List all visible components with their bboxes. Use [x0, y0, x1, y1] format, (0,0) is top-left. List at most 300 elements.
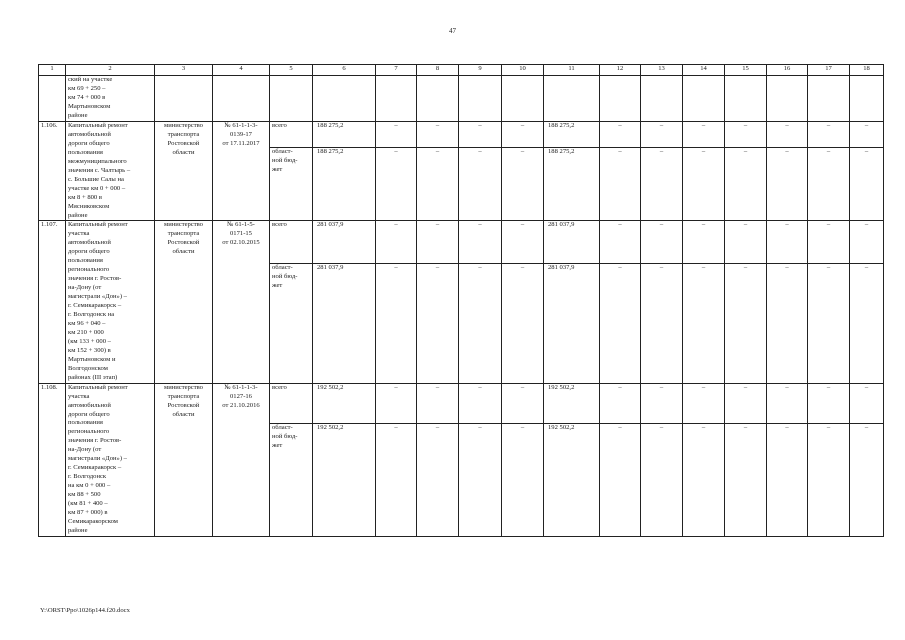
- cell-text: –: [864, 383, 869, 391]
- empty-cell: [155, 76, 213, 122]
- dash-cell: [600, 122, 641, 148]
- text-line: Семикаракорском: [68, 517, 118, 525]
- text-line: области: [172, 410, 195, 418]
- cell-text: –: [785, 122, 789, 129]
- dash-cell: [600, 383, 641, 423]
- empty-cell: [808, 76, 850, 122]
- cell-text: –: [478, 148, 482, 156]
- dash-cell: [600, 221, 641, 264]
- dash-cell: [502, 383, 544, 423]
- text-line: № 61-1-1-3-: [224, 122, 258, 129]
- column-number-cell: [725, 65, 767, 76]
- dash-cell: [459, 122, 502, 148]
- dash-cell: [600, 148, 641, 221]
- text-line: области: [172, 148, 195, 156]
- amount-cell: [544, 264, 600, 383]
- column-number-cell: [417, 65, 459, 76]
- text-line: № 61-1-1-3-: [224, 383, 258, 391]
- row-number: [39, 383, 66, 536]
- program-table: [38, 64, 884, 537]
- column-number-cell: [544, 65, 600, 76]
- object-description: [66, 221, 155, 383]
- text-line: Мартыновском и: [68, 355, 116, 363]
- cell-text: –: [520, 423, 525, 431]
- dash-cell: [376, 423, 417, 536]
- text-line: пользования: [68, 419, 103, 427]
- column-number-row: [39, 65, 884, 76]
- dash-cell: [683, 221, 725, 264]
- cell-text: –: [743, 122, 748, 129]
- empty-cell: [600, 76, 641, 122]
- cell-text: –: [864, 264, 869, 272]
- text-line: Ростовской: [167, 239, 200, 247]
- cell-text: –: [826, 122, 831, 129]
- dash-cell: [641, 264, 683, 383]
- responsible-organization: [155, 122, 213, 221]
- empty-cell: [767, 76, 808, 122]
- dash-cell: [808, 423, 850, 536]
- cell-text: –: [520, 221, 525, 229]
- cell-text: –: [864, 122, 869, 129]
- text-line: магистрали «Дон») –: [68, 455, 127, 463]
- cell-text: –: [864, 148, 869, 156]
- responsible-organization: [155, 383, 213, 536]
- dash-cell: [376, 221, 417, 264]
- cell-text: –: [826, 148, 831, 156]
- cell-text: –: [618, 148, 622, 156]
- text-line: (км 81 + 400 –: [68, 500, 108, 508]
- cell-text: 281 037,9: [317, 264, 344, 272]
- dash-cell: [502, 122, 544, 148]
- cell-text: –: [659, 122, 664, 129]
- cell-text: 16: [783, 65, 791, 72]
- text-line: всего: [272, 221, 287, 229]
- cell-text: 12: [616, 65, 624, 72]
- dash-cell: [767, 383, 808, 423]
- file-path-footer: Y:\ORST\Ppo\1026p144.f20.docx: [40, 607, 130, 614]
- row-number: [39, 122, 66, 221]
- cell-text: –: [785, 264, 789, 272]
- dash-cell: [417, 383, 459, 423]
- amount-cell: [544, 423, 600, 536]
- cell-text: –: [785, 383, 789, 391]
- text-line: участка: [68, 230, 90, 238]
- cell-text: –: [826, 383, 831, 391]
- cell-text: –: [435, 264, 440, 272]
- cell-text: –: [659, 221, 664, 229]
- cell-text: –: [743, 221, 748, 229]
- dash-cell: [767, 148, 808, 221]
- cell-text: 3: [181, 65, 186, 72]
- cell-text: –: [394, 383, 398, 391]
- cell-text: –: [478, 423, 482, 431]
- text-line: км 74 + 000 в: [68, 93, 106, 101]
- amount-cell: [313, 148, 376, 221]
- cell-text: 7: [394, 65, 398, 72]
- cell-text: –: [394, 221, 398, 229]
- text-line: г. Семикаракорск –: [68, 464, 122, 472]
- empty-cell: [417, 76, 459, 122]
- amount-cell: [313, 221, 376, 264]
- text-line: Мартыновском: [68, 102, 111, 110]
- cell-text: –: [864, 423, 869, 431]
- cell-text: 2: [108, 65, 112, 72]
- text-line: км 8 + 800 в: [68, 193, 102, 201]
- column-number-cell: [155, 65, 213, 76]
- column-number-cell: [641, 65, 683, 76]
- amount-cell: [544, 148, 600, 221]
- cell-text: –: [785, 221, 789, 229]
- dash-cell: [850, 148, 884, 221]
- text-line: пользования: [68, 257, 103, 265]
- cell-text: 5: [289, 65, 293, 72]
- dash-cell: [767, 122, 808, 148]
- dash-cell: [459, 148, 502, 221]
- cell-text: –: [701, 264, 706, 272]
- text-line: автомобильной: [68, 401, 111, 409]
- dash-cell: [808, 221, 850, 264]
- cell-text: –: [478, 221, 482, 229]
- dash-cell: [502, 264, 544, 383]
- cell-text: –: [826, 264, 831, 272]
- text-line: област-: [272, 148, 293, 156]
- text-line: ной бюд-: [272, 273, 298, 281]
- dash-cell: [850, 122, 884, 148]
- column-number-cell: [459, 65, 502, 76]
- column-number-cell: [313, 65, 376, 76]
- text-line: жет: [272, 166, 283, 174]
- amount-cell: [313, 383, 376, 423]
- funding-source: [270, 383, 313, 423]
- dash-cell: [502, 148, 544, 221]
- cell-text: 18: [863, 65, 870, 72]
- cell-text: 188 275,2: [548, 122, 575, 129]
- column-number-cell: [213, 65, 270, 76]
- cell-text: 15: [742, 65, 749, 72]
- text-line: регионального: [68, 266, 110, 274]
- text-line: с. Большие Салы на: [68, 175, 124, 183]
- cell-text: –: [520, 264, 525, 272]
- empty-cell: [502, 76, 544, 122]
- text-line: участка: [68, 392, 90, 400]
- text-line: участке км 0 + 000 –: [68, 184, 126, 192]
- text-line: 0171-15: [230, 230, 252, 238]
- cell-text: 13: [658, 65, 665, 72]
- cell-text: 192 502,2: [317, 383, 344, 391]
- document-reference: [213, 383, 270, 536]
- text-line: км 69 + 250 –: [68, 84, 106, 92]
- dash-cell: [502, 423, 544, 536]
- dash-cell: [725, 122, 767, 148]
- cell-text: –: [826, 423, 831, 431]
- cell-text: –: [478, 383, 482, 391]
- funding-source: [270, 423, 313, 536]
- cell-text: –: [478, 122, 482, 129]
- dash-cell: [417, 122, 459, 148]
- cell-text: –: [478, 264, 482, 272]
- cell-text: –: [864, 221, 869, 229]
- cell-text: –: [435, 383, 440, 391]
- dash-cell: [725, 383, 767, 423]
- cell-text: –: [701, 148, 706, 156]
- dash-cell: [767, 264, 808, 383]
- dash-cell: [641, 383, 683, 423]
- dash-cell: [417, 264, 459, 383]
- text-line: министерство: [164, 383, 203, 391]
- text-line: км 87 + 000) в: [68, 508, 108, 516]
- dash-cell: [767, 221, 808, 264]
- text-line: 0127-16: [230, 392, 252, 400]
- page-number: 47: [449, 27, 456, 35]
- text-line: дороги общего: [68, 139, 110, 147]
- empty-cell: [641, 76, 683, 122]
- text-line: дороги общего: [68, 248, 110, 256]
- cell-text: –: [394, 122, 398, 129]
- row-number: [39, 221, 66, 383]
- text-line: 0139-17: [230, 130, 252, 138]
- dash-cell: [808, 148, 850, 221]
- cell-text: –: [785, 423, 789, 431]
- dash-cell: [459, 423, 502, 536]
- text-line: жет: [272, 282, 283, 290]
- text-line: районе: [68, 211, 88, 219]
- cell-text: –: [435, 221, 440, 229]
- cell-text: 188 275,2: [548, 148, 575, 156]
- cell-text: –: [394, 423, 398, 431]
- text-line: на-Дону (от: [68, 284, 102, 292]
- dash-cell: [600, 264, 641, 383]
- dash-cell: [459, 264, 502, 383]
- object-description: [66, 383, 155, 536]
- empty-cell: [725, 76, 767, 122]
- cell-text: –: [659, 423, 664, 431]
- object-description: [66, 76, 155, 122]
- text-line: Капитальный ремонт: [68, 221, 128, 229]
- dash-cell: [850, 383, 884, 423]
- dash-cell: [459, 221, 502, 264]
- dash-cell: [376, 122, 417, 148]
- column-number-cell: [376, 65, 417, 76]
- amount-cell: [313, 423, 376, 536]
- cell-text: 192 502,2: [317, 423, 344, 431]
- text-line: г. Волгодонск: [68, 473, 107, 481]
- text-line: № 61-1-5-: [227, 221, 255, 229]
- dash-cell: [600, 423, 641, 536]
- text-line: пользования: [68, 148, 103, 156]
- empty-cell: [544, 76, 600, 122]
- table-row: [39, 122, 884, 148]
- text-line: значения с. Чалтырь –: [68, 166, 131, 174]
- dash-cell: [683, 423, 725, 536]
- text-line: районе: [68, 526, 88, 534]
- cell-text: 192 502,2: [548, 423, 575, 431]
- column-number-cell: [502, 65, 544, 76]
- cell-text: –: [743, 423, 748, 431]
- dash-cell: [502, 221, 544, 264]
- dash-cell: [683, 264, 725, 383]
- cell-text: –: [659, 148, 664, 156]
- text-line: ной бюд-: [272, 432, 298, 440]
- cell-text: –: [659, 264, 664, 272]
- text-line: значения г. Ростов-: [68, 437, 122, 445]
- cell-text: –: [743, 383, 748, 391]
- text-line: магистрали «Дон») –: [68, 293, 127, 301]
- cell-text: –: [785, 148, 789, 156]
- text-line: районах (III этап): [68, 373, 118, 381]
- text-line: км 152 + 300) в: [68, 346, 111, 354]
- cell-text: –: [701, 221, 706, 229]
- cell-text: 281 037,9: [317, 221, 344, 229]
- cell-text: 4: [239, 65, 243, 72]
- cell-text: –: [659, 383, 664, 391]
- cell-text: 11: [568, 65, 575, 72]
- text-line: км 88 + 500: [68, 491, 101, 499]
- text-line: межмуниципального: [68, 157, 127, 165]
- text-line: от 17.11.2017: [222, 139, 260, 147]
- text-line: транспорта: [167, 230, 200, 238]
- dash-cell: [641, 221, 683, 264]
- cell-text: 17: [825, 65, 832, 72]
- cell-text: –: [394, 148, 398, 156]
- text-line: министерство: [164, 122, 203, 129]
- text-line: от 21.10.2016: [222, 401, 260, 409]
- text-line: ский на участке: [68, 76, 113, 83]
- dash-cell: [725, 148, 767, 221]
- dash-cell: [850, 423, 884, 536]
- dash-cell: [850, 221, 884, 264]
- text-line: регионального: [68, 428, 110, 436]
- amount-cell: [544, 122, 600, 148]
- cell-text: 1.108.: [41, 383, 58, 391]
- text-line: Капитальный ремонт: [68, 383, 128, 391]
- cell-text: –: [618, 122, 622, 129]
- cell-text: –: [435, 122, 440, 129]
- empty-cell: [683, 76, 725, 122]
- empty-cell: [459, 76, 502, 122]
- table-row: [39, 383, 884, 423]
- cell-text: 188 275,2: [317, 122, 344, 129]
- column-number-cell: [270, 65, 313, 76]
- cell-text: 188 275,2: [317, 148, 344, 156]
- text-line: районе: [68, 111, 88, 119]
- column-number-cell: [683, 65, 725, 76]
- responsible-organization: [155, 221, 213, 383]
- text-line: на км 0 + 000 –: [68, 482, 111, 490]
- cell-text: –: [394, 264, 398, 272]
- text-line: км 96 + 040 –: [68, 319, 106, 327]
- dash-cell: [459, 383, 502, 423]
- text-line: автомобильной: [68, 239, 111, 247]
- document-reference: [213, 221, 270, 383]
- cell-text: 1.106.: [41, 122, 58, 129]
- text-line: област-: [272, 423, 293, 431]
- cell-text: –: [618, 221, 622, 229]
- text-line: министерство: [164, 221, 203, 229]
- funding-source: [270, 264, 313, 383]
- cell-text: –: [701, 383, 706, 391]
- cell-text: 281 037,9: [548, 221, 575, 229]
- empty-cell: [213, 76, 270, 122]
- cell-text: –: [520, 122, 525, 129]
- dash-cell: [417, 148, 459, 221]
- text-line: област-: [272, 264, 293, 272]
- dash-cell: [808, 264, 850, 383]
- text-line: всего: [272, 383, 287, 391]
- amount-cell: [544, 221, 600, 264]
- empty-cell: [39, 76, 66, 122]
- text-line: Ростовской: [167, 401, 200, 409]
- dash-cell: [683, 122, 725, 148]
- dash-cell: [683, 148, 725, 221]
- continuation-row: [39, 76, 884, 122]
- text-line: Мясниковском: [68, 202, 110, 210]
- cell-text: –: [701, 122, 706, 129]
- cell-text: –: [520, 383, 525, 391]
- dash-cell: [725, 221, 767, 264]
- text-line: транспорта: [167, 130, 200, 138]
- cell-text: 192 502,2: [548, 383, 575, 391]
- text-line: дороги общего: [68, 410, 110, 418]
- dash-cell: [376, 148, 417, 221]
- dash-cell: [767, 423, 808, 536]
- dash-cell: [725, 423, 767, 536]
- dash-cell: [417, 423, 459, 536]
- funding-source: [270, 148, 313, 221]
- text-line: жет: [272, 441, 283, 449]
- text-line: г. Волгодонск на: [68, 311, 115, 319]
- text-line: г. Семикаракорск –: [68, 302, 122, 310]
- empty-cell: [270, 76, 313, 122]
- text-line: всего: [272, 122, 287, 129]
- text-line: Волгодонском: [68, 364, 108, 372]
- text-line: Ростовской: [167, 139, 200, 147]
- dash-cell: [725, 264, 767, 383]
- text-line: от 02.10.2015: [222, 239, 260, 247]
- text-line: области: [172, 248, 195, 256]
- table-body: [39, 65, 884, 537]
- cell-text: –: [743, 148, 748, 156]
- cell-text: –: [618, 383, 622, 391]
- empty-cell: [850, 76, 884, 122]
- dash-cell: [376, 383, 417, 423]
- column-number-cell: [808, 65, 850, 76]
- dash-cell: [808, 122, 850, 148]
- dash-cell: [683, 383, 725, 423]
- cell-text: 1: [50, 65, 54, 72]
- empty-cell: [313, 76, 376, 122]
- text-line: транспорта: [167, 392, 200, 400]
- cell-text: –: [701, 423, 706, 431]
- cell-text: –: [743, 264, 748, 272]
- cell-text: –: [520, 148, 525, 156]
- object-description: [66, 122, 155, 221]
- cell-text: 14: [700, 65, 707, 72]
- cell-text: –: [826, 221, 831, 229]
- column-number-cell: [600, 65, 641, 76]
- column-number-cell: [66, 65, 155, 76]
- dash-cell: [808, 383, 850, 423]
- empty-cell: [376, 76, 417, 122]
- cell-text: –: [618, 264, 622, 272]
- amount-cell: [313, 264, 376, 383]
- cell-text: 1.107.: [41, 221, 58, 229]
- amount-cell: [544, 383, 600, 423]
- text-line: Капитальный ремонт: [68, 122, 128, 129]
- text-line: км 210 + 000: [68, 328, 104, 336]
- funding-source: [270, 122, 313, 148]
- column-number-cell: [850, 65, 884, 76]
- cell-text: 281 037,9: [548, 264, 575, 272]
